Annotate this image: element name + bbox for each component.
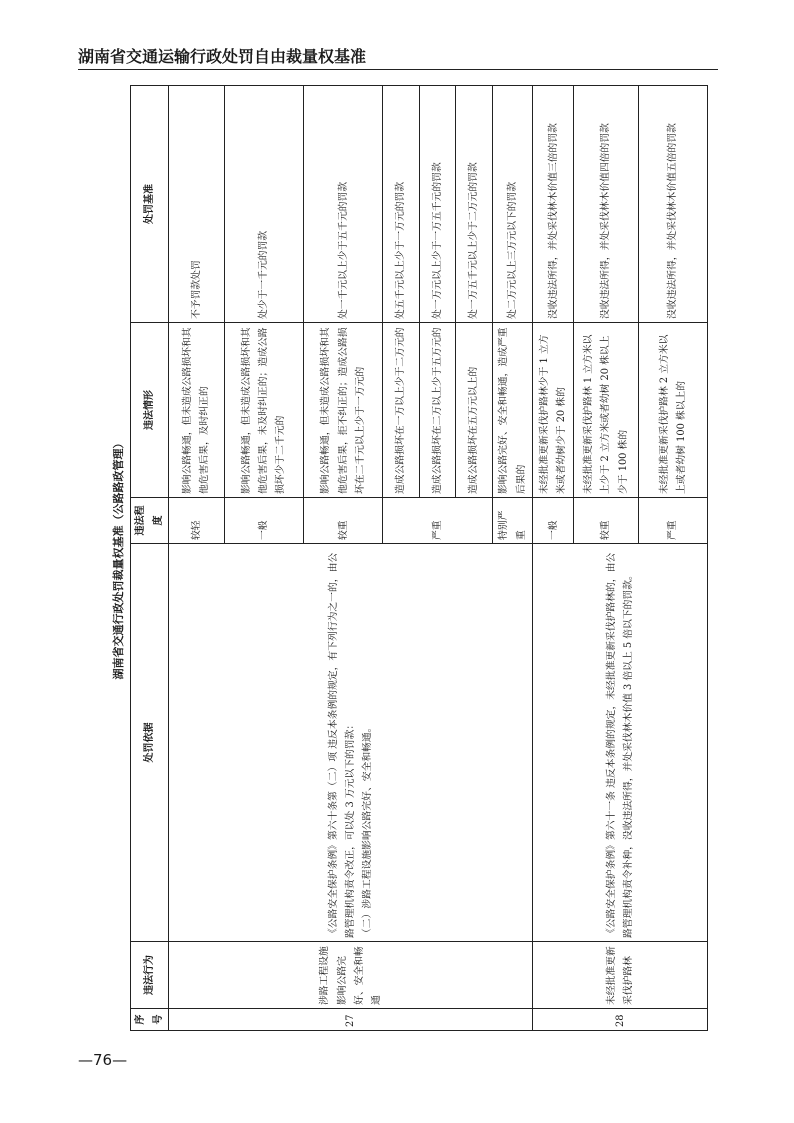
item-27-standard-3: 处一千元以上少于五千元的罚款	[304, 86, 383, 323]
item-27-basis-line-1: 《公路安全保护条例》第六十条第（二）项 违反本条例的规定，有下列行为之一的，由公路管理机构责令改正，可以处 3 万元以下的罚款：	[327, 552, 357, 938]
table-row	[169, 86, 225, 1031]
item-28-degree-1: 一般	[533, 498, 574, 544]
item-27-standard-5: 处一万元以上少于一万五千元的罚款	[419, 86, 456, 323]
item-28-circumstance-1: 未经批准更新采伐护路林少于 1 立方米或者幼树少于 20 株的	[533, 323, 574, 498]
table-header-row	[131, 86, 169, 1031]
document-header-title: 湖南省交通运输行政处罚自由裁量权基准	[78, 47, 367, 66]
item-27-basis	[169, 544, 533, 942]
item-27-circumstance-7: 影响公路完好、安全和畅通，造成严重后果的	[492, 323, 533, 498]
item-27-circumstance-3: 影响公路畅通，但未造成公路损坏和其他危害后果，拒不纠正的；造成公路损坏在二千元以上少于一万元的	[304, 323, 383, 498]
item-27-degree-3: 较重	[304, 498, 383, 544]
column-header-seq: 序号	[131, 1009, 169, 1031]
page-number: —76—	[78, 1051, 128, 1069]
header-divider	[78, 69, 718, 70]
rotated-table-container	[108, 86, 708, 1031]
item-27-standard-1: 不予罚款处罚	[169, 86, 225, 323]
item-28-standard-2: 没收违法所得，并处采伐林木价值四倍的罚款	[573, 86, 638, 323]
table-row	[533, 86, 574, 1031]
item-27-circumstance-4: 造成公路损坏在一万以上少于二万元的	[383, 323, 420, 498]
item-27-circumstance-5: 造成公路损坏在二万以上少于五万元的	[419, 323, 456, 498]
item-27-degree-7: 特别严重	[492, 498, 533, 544]
item-27-seq: 27	[169, 1009, 533, 1031]
item-27-circumstance-6: 造成公路损坏在五万元以上的	[456, 323, 493, 498]
item-27-degree-2: 一般	[224, 498, 303, 544]
item-27-degree-1: 较轻	[169, 498, 225, 544]
item-27-standard-7: 处二万元以上三万元以下的罚款	[492, 86, 533, 323]
column-header-behavior: 违法行为	[131, 942, 169, 1009]
table-caption: 湖南省交通行政处罚裁量权基准（公路路政管理）	[112, 437, 125, 680]
item-27-standard-2: 处少于一千元的罚款	[224, 86, 303, 323]
column-header-basis: 处罚依据	[131, 544, 169, 942]
discretion-standards-table	[130, 85, 708, 1031]
column-header-degree: 违法程度	[131, 498, 169, 544]
item-28-circumstance-3: 未经批准更新采伐护路林 2 立方米以上或者幼树 100 株以上的	[638, 323, 707, 498]
item-28-degree-3: 严重	[638, 498, 707, 544]
item-28-standard-1: 没收违法所得，并处采伐林木价值三倍的罚款	[533, 86, 574, 323]
item-27-standard-6: 处一万五千元以上少于二万元的罚款	[456, 86, 493, 323]
item-27-behavior: 涉路工程设施影响公路完好、安全和畅通	[169, 942, 533, 1009]
item-27-circumstance-1: 影响公路畅通，但未造成公路损坏和其他危害后果，及时纠正的	[169, 323, 225, 498]
item-27-basis-line-2: （二）涉路工程设施影响公路完好、安全和畅通。	[362, 722, 374, 938]
item-27-circumstance-2: 影响公路畅通，但未造成公路损坏和其他危害后果，未及时纠正的；造成公路损坏少于二千元的	[224, 323, 303, 498]
item-27-degree-4: 严重	[383, 498, 493, 544]
item-28-behavior: 未经批准更新采伐护路林	[533, 942, 708, 1009]
item-28-standard-3: 没收违法所得，并处采伐林木价值五倍的罚款	[638, 86, 707, 323]
item-27-standard-4: 处五千元以上少于一万元的罚款	[383, 86, 420, 323]
item-28-circumstance-2: 未经批准更新采伐护路林 1 立方米以上少于 2 立方米或者幼树 20 株以上少于 100 株的	[573, 323, 638, 498]
item-28-seq: 28	[533, 1009, 708, 1031]
column-header-standard: 处罚基准	[131, 86, 169, 323]
item-28-degree-2: 较重	[573, 498, 638, 544]
column-header-circumstance: 违法情形	[131, 323, 169, 498]
item-28-basis	[533, 544, 708, 942]
item-28-basis-line-1: 《公路安全保护条例》第六十一条 违反本条例的规定，未经批准更新采伐护路林的，由公路管理机构责令补种，没收违法所得，并处采伐林木价值 3 倍以上 5 倍以下的罚款。	[606, 552, 635, 938]
